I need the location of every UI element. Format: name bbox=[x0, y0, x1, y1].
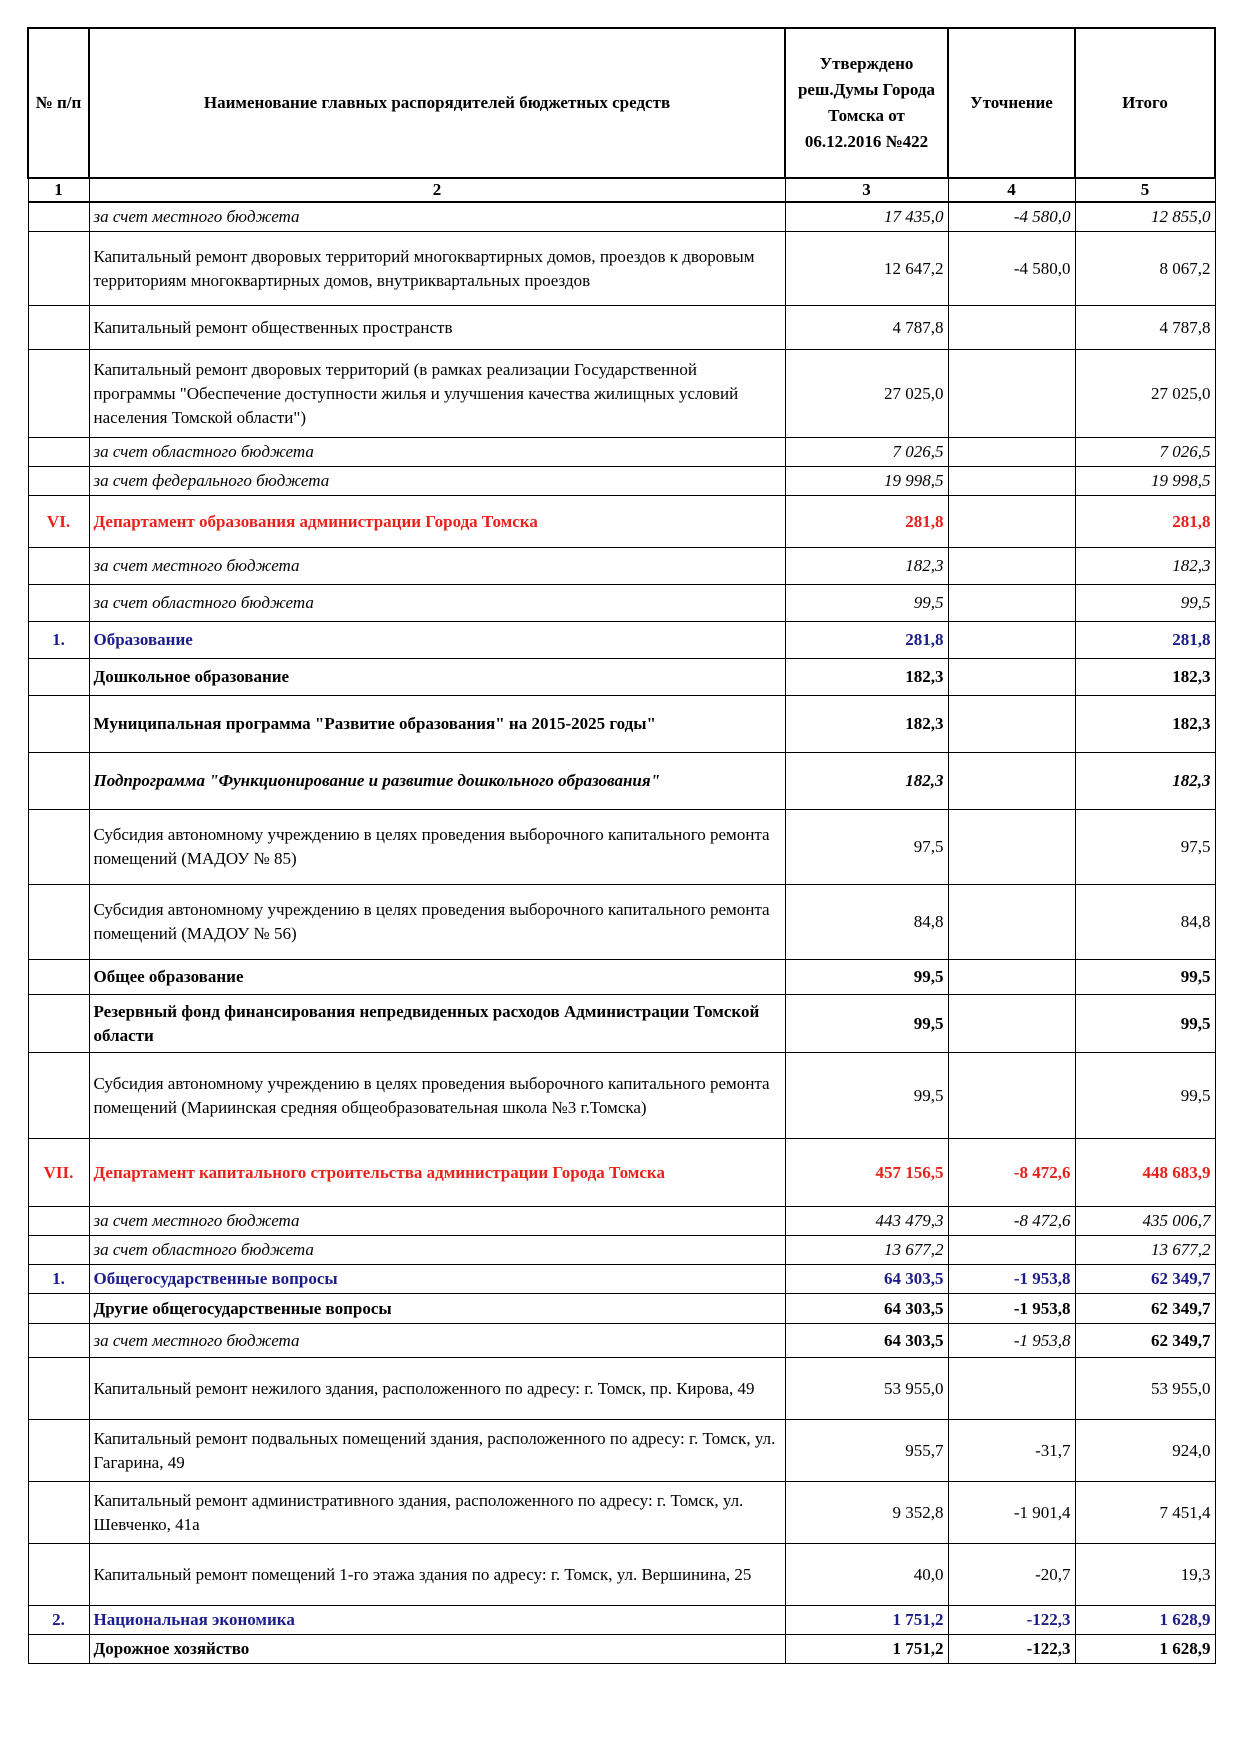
table-row bbox=[28, 810, 1215, 885]
header-no: № п/п bbox=[28, 28, 89, 178]
row-name: за счет областного бюджета bbox=[89, 1236, 785, 1265]
row-total: 281,8 bbox=[1075, 622, 1215, 659]
row-change bbox=[948, 1236, 1075, 1265]
row-approved: 1 751,2 bbox=[785, 1635, 948, 1664]
row-total: 448 683,9 bbox=[1075, 1139, 1215, 1207]
row-name: Департамент образования администрации Города Томска bbox=[89, 496, 785, 548]
row-total: 8 067,2 bbox=[1075, 232, 1215, 306]
row-change bbox=[948, 810, 1075, 885]
row-change: -8 472,6 bbox=[948, 1139, 1075, 1207]
row-change bbox=[948, 753, 1075, 810]
row-change: -122,3 bbox=[948, 1635, 1075, 1664]
column-number: 4 bbox=[948, 178, 1075, 202]
row-no bbox=[28, 350, 89, 438]
row-change bbox=[948, 1053, 1075, 1139]
table-row bbox=[28, 1635, 1215, 1664]
row-change bbox=[948, 350, 1075, 438]
row-change bbox=[948, 467, 1075, 496]
row-approved: 53 955,0 bbox=[785, 1358, 948, 1420]
row-total: 99,5 bbox=[1075, 1053, 1215, 1139]
table-row bbox=[28, 350, 1215, 438]
row-name: Подпрограмма "Функционирование и развитие дошкольного образования" bbox=[89, 753, 785, 810]
row-total: 13 677,2 bbox=[1075, 1236, 1215, 1265]
budget-table bbox=[27, 27, 1216, 1664]
row-total: 435 006,7 bbox=[1075, 1207, 1215, 1236]
row-change bbox=[948, 438, 1075, 467]
table-row bbox=[28, 1482, 1215, 1544]
row-no bbox=[28, 1207, 89, 1236]
row-no bbox=[28, 696, 89, 753]
row-name: за счет федерального бюджета bbox=[89, 467, 785, 496]
row-no bbox=[28, 1544, 89, 1606]
row-total: 27 025,0 bbox=[1075, 350, 1215, 438]
row-approved: 64 303,5 bbox=[785, 1324, 948, 1358]
row-approved: 182,3 bbox=[785, 548, 948, 585]
row-total: 1 628,9 bbox=[1075, 1606, 1215, 1635]
row-total: 62 349,7 bbox=[1075, 1324, 1215, 1358]
column-number: 5 bbox=[1075, 178, 1215, 202]
row-name: Субсидия автономному учреждению в целях проведения выборочного капитального ремонта помещений (МАДОУ № 85) bbox=[89, 810, 785, 885]
row-name: Образование bbox=[89, 622, 785, 659]
row-change: -4 580,0 bbox=[948, 232, 1075, 306]
row-change bbox=[948, 585, 1075, 622]
row-change: -8 472,6 bbox=[948, 1207, 1075, 1236]
table-row bbox=[28, 1265, 1215, 1294]
row-change: -122,3 bbox=[948, 1606, 1075, 1635]
table-row bbox=[28, 1544, 1215, 1606]
row-change bbox=[948, 659, 1075, 696]
row-total: 99,5 bbox=[1075, 995, 1215, 1053]
row-total: 182,3 bbox=[1075, 696, 1215, 753]
row-no bbox=[28, 1053, 89, 1139]
row-name: Субсидия автономному учреждению в целях проведения выборочного капитального ремонта помещений (МАДОУ № 56) bbox=[89, 885, 785, 960]
row-change: -4 580,0 bbox=[948, 202, 1075, 232]
row-total: 7 026,5 bbox=[1075, 438, 1215, 467]
row-name: за счет областного бюджета bbox=[89, 438, 785, 467]
column-number: 2 bbox=[89, 178, 785, 202]
row-no bbox=[28, 1294, 89, 1324]
row-change: -1 953,8 bbox=[948, 1324, 1075, 1358]
row-no: 1. bbox=[28, 622, 89, 659]
row-no bbox=[28, 659, 89, 696]
table-row bbox=[28, 306, 1215, 350]
row-name: Капитальный ремонт подвальных помещений здания, расположенного по адресу: г. Томск, ул. Гагарина, 49 bbox=[89, 1420, 785, 1482]
row-no bbox=[28, 467, 89, 496]
row-total: 84,8 bbox=[1075, 885, 1215, 960]
row-name: за счет местного бюджета bbox=[89, 548, 785, 585]
row-name: Дошкольное образование bbox=[89, 659, 785, 696]
row-approved: 955,7 bbox=[785, 1420, 948, 1482]
row-approved: 17 435,0 bbox=[785, 202, 948, 232]
row-name: Капитальный ремонт дворовых территорий (в рамках реализации Государственной программы "Обеспечение доступности жилья и улучшения качества жилищных условий населения Томской области") bbox=[89, 350, 785, 438]
table-row bbox=[28, 1139, 1215, 1207]
row-change bbox=[948, 306, 1075, 350]
table-row bbox=[28, 995, 1215, 1053]
row-approved: 281,8 bbox=[785, 496, 948, 548]
row-name: Капитальный ремонт нежилого здания, расположенного по адресу: г. Томск, пр. Кирова, 49 bbox=[89, 1358, 785, 1420]
row-total: 53 955,0 bbox=[1075, 1358, 1215, 1420]
row-no: VII. bbox=[28, 1139, 89, 1207]
table-row bbox=[28, 622, 1215, 659]
row-name: Капитальный ремонт дворовых территорий многоквартирных домов, проездов к дворовым территориям многоквартирных домов, внутриквартальных проездов bbox=[89, 232, 785, 306]
table-row bbox=[28, 1358, 1215, 1420]
row-change: -1 901,4 bbox=[948, 1482, 1075, 1544]
row-change bbox=[948, 622, 1075, 659]
row-approved: 99,5 bbox=[785, 585, 948, 622]
row-total: 924,0 bbox=[1075, 1420, 1215, 1482]
row-approved: 12 647,2 bbox=[785, 232, 948, 306]
row-approved: 281,8 bbox=[785, 622, 948, 659]
row-approved: 97,5 bbox=[785, 810, 948, 885]
row-approved: 457 156,5 bbox=[785, 1139, 948, 1207]
header-total: Итого bbox=[1075, 28, 1215, 178]
row-approved: 4 787,8 bbox=[785, 306, 948, 350]
row-approved: 13 677,2 bbox=[785, 1236, 948, 1265]
row-change: -31,7 bbox=[948, 1420, 1075, 1482]
row-no bbox=[28, 585, 89, 622]
row-name: Общегосударственные вопросы bbox=[89, 1265, 785, 1294]
table-row bbox=[28, 1053, 1215, 1139]
row-no bbox=[28, 1358, 89, 1420]
row-change bbox=[948, 548, 1075, 585]
row-change: -1 953,8 bbox=[948, 1294, 1075, 1324]
row-approved: 182,3 bbox=[785, 696, 948, 753]
row-approved: 84,8 bbox=[785, 885, 948, 960]
table-row bbox=[28, 885, 1215, 960]
row-approved: 99,5 bbox=[785, 960, 948, 995]
row-name: Общее образование bbox=[89, 960, 785, 995]
row-name: Дорожное хозяйство bbox=[89, 1635, 785, 1664]
row-total: 182,3 bbox=[1075, 659, 1215, 696]
row-approved: 64 303,5 bbox=[785, 1265, 948, 1294]
header-change: Уточнение bbox=[948, 28, 1075, 178]
table-row bbox=[28, 960, 1215, 995]
row-no bbox=[28, 438, 89, 467]
row-name: Капитальный ремонт помещений 1-го этажа здания по адресу: г. Томск, ул. Вершинина, 25 bbox=[89, 1544, 785, 1606]
row-approved: 182,3 bbox=[785, 659, 948, 696]
row-no bbox=[28, 995, 89, 1053]
row-total: 4 787,8 bbox=[1075, 306, 1215, 350]
row-approved: 7 026,5 bbox=[785, 438, 948, 467]
row-no bbox=[28, 232, 89, 306]
table-row bbox=[28, 696, 1215, 753]
row-no bbox=[28, 1236, 89, 1265]
column-number: 3 bbox=[785, 178, 948, 202]
row-total: 62 349,7 bbox=[1075, 1294, 1215, 1324]
table-row bbox=[28, 1207, 1215, 1236]
row-name: Резервный фонд финансирования непредвиденных расходов Администрации Томской области bbox=[89, 995, 785, 1053]
row-name: за счет местного бюджета bbox=[89, 1324, 785, 1358]
row-approved: 9 352,8 bbox=[785, 1482, 948, 1544]
row-approved: 64 303,5 bbox=[785, 1294, 948, 1324]
row-approved: 443 479,3 bbox=[785, 1207, 948, 1236]
row-no bbox=[28, 810, 89, 885]
row-no bbox=[28, 1482, 89, 1544]
column-number: 1 bbox=[28, 178, 89, 202]
row-total: 182,3 bbox=[1075, 548, 1215, 585]
row-total: 19 998,5 bbox=[1075, 467, 1215, 496]
row-total: 62 349,7 bbox=[1075, 1265, 1215, 1294]
row-no bbox=[28, 1420, 89, 1482]
row-total: 281,8 bbox=[1075, 496, 1215, 548]
table-row bbox=[28, 1236, 1215, 1265]
row-name: за счет местного бюджета bbox=[89, 1207, 785, 1236]
row-approved: 99,5 bbox=[785, 995, 948, 1053]
row-name: Муниципальная программа "Развитие образования" на 2015-2025 годы" bbox=[89, 696, 785, 753]
row-change bbox=[948, 696, 1075, 753]
row-no bbox=[28, 306, 89, 350]
table-row bbox=[28, 585, 1215, 622]
table-row bbox=[28, 496, 1215, 548]
row-approved: 27 025,0 bbox=[785, 350, 948, 438]
row-no: VI. bbox=[28, 496, 89, 548]
row-name: за счет областного бюджета bbox=[89, 585, 785, 622]
row-total: 19,3 bbox=[1075, 1544, 1215, 1606]
row-no bbox=[28, 548, 89, 585]
table-row bbox=[28, 202, 1215, 232]
row-approved: 99,5 bbox=[785, 1053, 948, 1139]
row-change bbox=[948, 1358, 1075, 1420]
row-no bbox=[28, 1635, 89, 1664]
row-name: Департамент капитального строительства администрации Города Томска bbox=[89, 1139, 785, 1207]
row-no bbox=[28, 753, 89, 810]
row-approved: 40,0 bbox=[785, 1544, 948, 1606]
row-approved: 1 751,2 bbox=[785, 1606, 948, 1635]
row-total: 12 855,0 bbox=[1075, 202, 1215, 232]
row-name: Другие общегосударственные вопросы bbox=[89, 1294, 785, 1324]
row-change: -20,7 bbox=[948, 1544, 1075, 1606]
table-row bbox=[28, 548, 1215, 585]
row-total: 99,5 bbox=[1075, 960, 1215, 995]
row-total: 99,5 bbox=[1075, 585, 1215, 622]
row-total: 7 451,4 bbox=[1075, 1482, 1215, 1544]
table-row bbox=[28, 659, 1215, 696]
row-change bbox=[948, 496, 1075, 548]
row-name: Капитальный ремонт административного здания, расположенного по адресу: г. Томск, ул. Шевченко, 41а bbox=[89, 1482, 785, 1544]
row-name: Капитальный ремонт общественных пространств bbox=[89, 306, 785, 350]
table-row bbox=[28, 1420, 1215, 1482]
row-total: 1 628,9 bbox=[1075, 1635, 1215, 1664]
table-row bbox=[28, 753, 1215, 810]
row-approved: 19 998,5 bbox=[785, 467, 948, 496]
table-row bbox=[28, 1606, 1215, 1635]
row-no bbox=[28, 202, 89, 232]
table-row bbox=[28, 467, 1215, 496]
row-change bbox=[948, 885, 1075, 960]
table-row bbox=[28, 438, 1215, 467]
row-no bbox=[28, 885, 89, 960]
row-no: 1. bbox=[28, 1265, 89, 1294]
row-no bbox=[28, 960, 89, 995]
row-approved: 182,3 bbox=[785, 753, 948, 810]
row-name: Национальная экономика bbox=[89, 1606, 785, 1635]
row-total: 97,5 bbox=[1075, 810, 1215, 885]
header-approved: Утверждено реш.Думы Города Томска от 06.12.2016 №422 bbox=[785, 28, 948, 178]
row-no: 2. bbox=[28, 1606, 89, 1635]
table-row bbox=[28, 1324, 1215, 1358]
row-change bbox=[948, 960, 1075, 995]
row-name: за счет местного бюджета bbox=[89, 202, 785, 232]
row-total: 182,3 bbox=[1075, 753, 1215, 810]
row-change: -1 953,8 bbox=[948, 1265, 1075, 1294]
header-name: Наименование главных распорядителей бюджетных средств bbox=[89, 28, 785, 178]
row-name: Субсидия автономному учреждению в целях проведения выборочного капитального ремонта помещений (Мариинская средняя общеобразовательная школа №3 г.Томска) bbox=[89, 1053, 785, 1139]
row-no bbox=[28, 1324, 89, 1358]
row-change bbox=[948, 995, 1075, 1053]
table-row bbox=[28, 232, 1215, 306]
table-row bbox=[28, 1294, 1215, 1324]
